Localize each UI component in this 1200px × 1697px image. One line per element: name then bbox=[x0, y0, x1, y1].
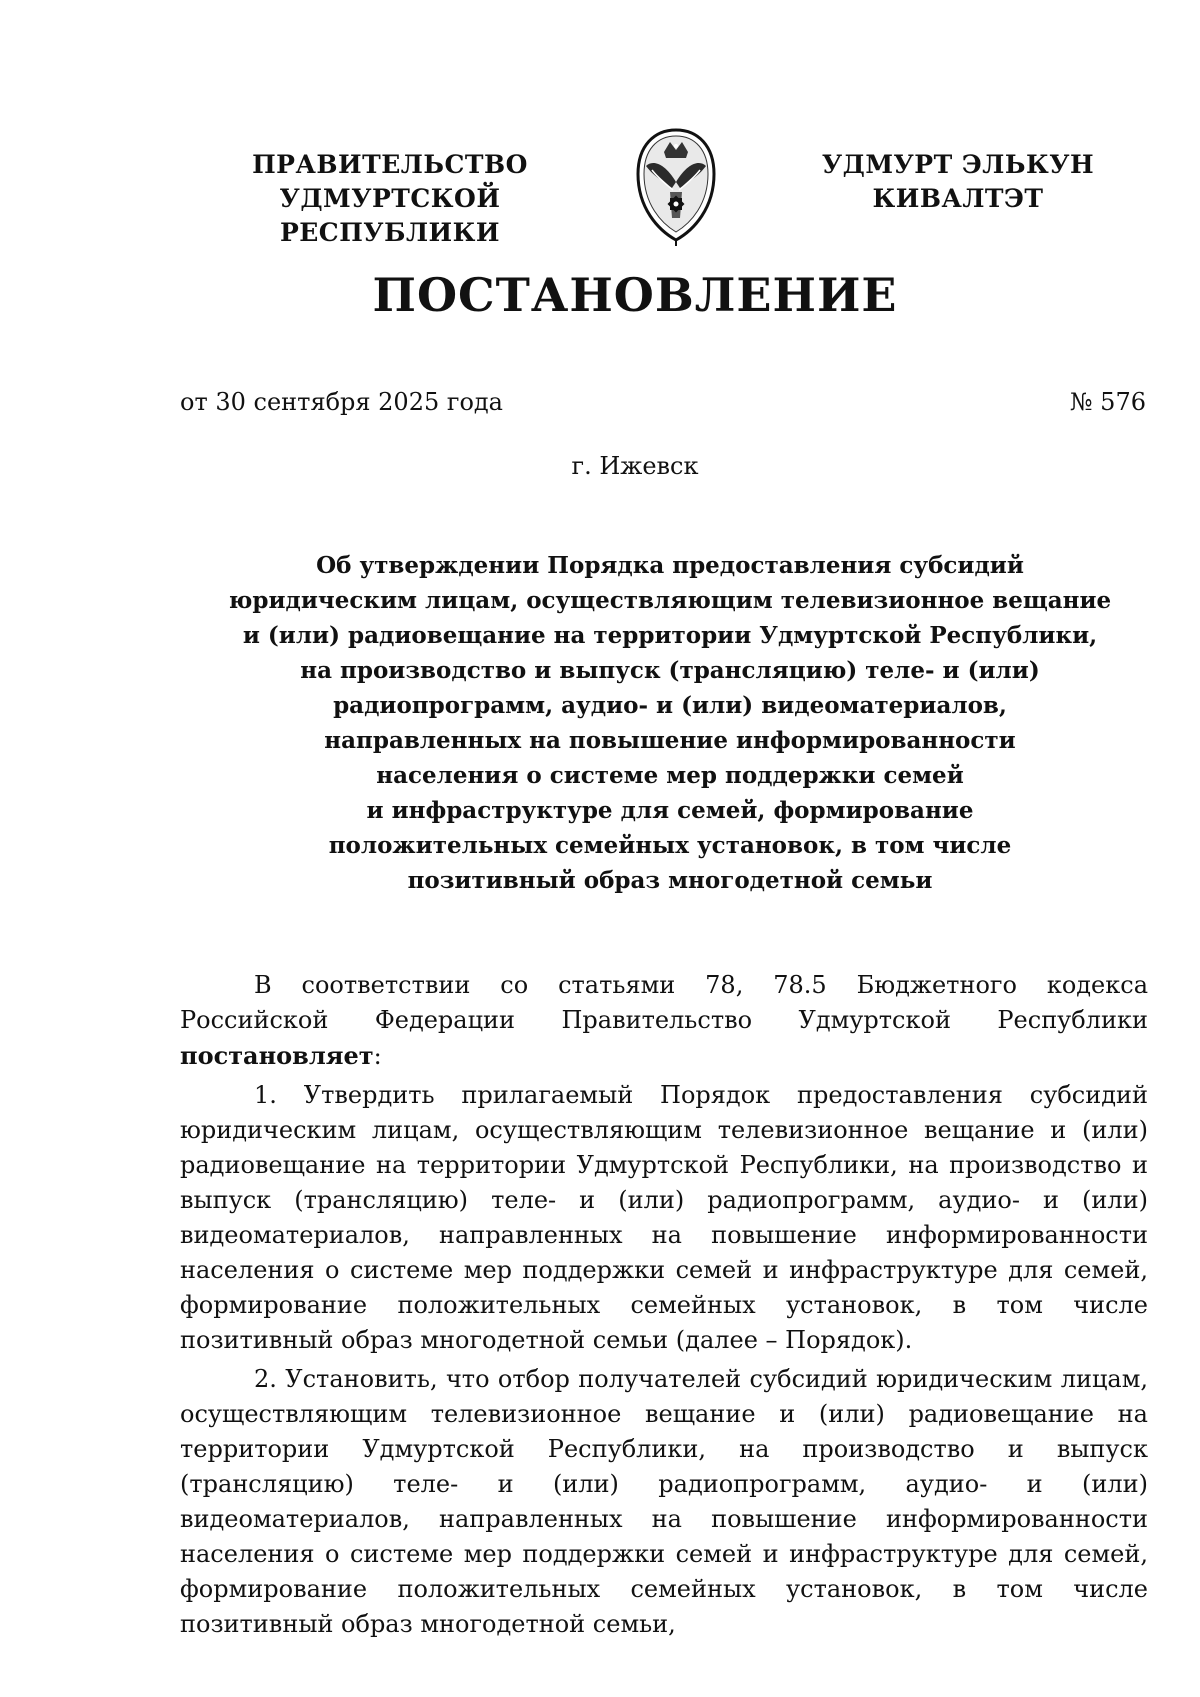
org-name-russian-line: УДМУРТСКОЙ РЕСПУБЛИКИ bbox=[279, 184, 501, 247]
title-line: юридическим лицам, осуществляющим телевизионное вещание bbox=[228, 587, 1112, 614]
body-paragraph-intro bbox=[180, 968, 1148, 1074]
org-name-russian bbox=[170, 148, 610, 250]
document-type-heading: ПОСТАНОВЛЕНИЕ bbox=[372, 268, 898, 322]
document-city: г. Ижевск bbox=[571, 452, 699, 480]
title-line: позитивный образ многодетной семьи bbox=[407, 867, 933, 894]
document-body bbox=[180, 968, 1148, 1642]
document-title bbox=[220, 548, 1120, 898]
title-line: и (или) радиовещание на территории Удмуртской Республики, bbox=[242, 622, 1098, 649]
intro-bold-verb: постановляет bbox=[180, 1041, 374, 1070]
title-line: и инфраструктуре для семей, формирование bbox=[366, 797, 974, 824]
title-line: на производство и выпуск (трансляцию) теле- и (или) bbox=[300, 657, 1040, 684]
document-header bbox=[0, 140, 1200, 250]
org-name-udmurt-line: УДМУРТ ЭЛЬКУН bbox=[821, 150, 1095, 179]
title-line: положительных семейных установок, в том числе bbox=[328, 832, 1012, 859]
document-date: от 30 сентября 2025 года bbox=[180, 388, 503, 416]
org-name-russian-line: ПРАВИТЕЛЬСТВО bbox=[252, 150, 528, 179]
coat-of-arms-icon bbox=[626, 122, 726, 252]
org-name-udmurt-line: КИВАЛТЭТ bbox=[872, 184, 1044, 213]
title-line: направленных на повышение информированности bbox=[324, 727, 1016, 754]
body-paragraph-item-2: 2. Установить, что отбор получателей субсидий юридическим лицам, осуществляющим телевизионное вещание и (или) радиовещание на территории Удмуртской Республики, на производство и выпуск (трансляцию) теле- и (или) радиопрограмм, аудио- и (или) видеоматериалов, направленных на повышение информированности населения о системе мер поддержки семей и инфраструктуре для семей, формирование положительных семейных установок, в том числе позитивный образ многодетной семьи, bbox=[180, 1365, 1148, 1638]
document-number: № 576 bbox=[1069, 388, 1146, 416]
title-line: радиопрограмм, аудио- и (или) видеоматериалов, bbox=[333, 692, 1007, 719]
org-name-udmurt bbox=[808, 148, 1108, 216]
body-paragraph-item-1: 1. Утвердить прилагаемый Порядок предоставления субсидий юридическим лицам, осуществляющим телевизионное вещание и (или) радиовещание на территории Удмуртской Республики, на производство и выпуск (трансляцию) теле- и (или) радиопрограмм, аудио- и (или) видеоматериалов, направленных на повышение информированности населения о системе мер поддержки семей и инфраструктуре для семей, формирование положительных семейных установок, в том числе позитивный образ многодетной семьи (далее – Порядок). bbox=[180, 1081, 1148, 1354]
title-line: Об утверждении Порядка предоставления субсидий bbox=[316, 552, 1024, 579]
intro-tail: : bbox=[373, 1042, 382, 1070]
intro-text: В соответствии со статьями 78, 78.5 Бюджетного кодекса Российской Федерации Правительство Удмуртской Республики bbox=[180, 971, 1148, 1034]
title-line: населения о системе мер поддержки семей bbox=[376, 762, 964, 789]
